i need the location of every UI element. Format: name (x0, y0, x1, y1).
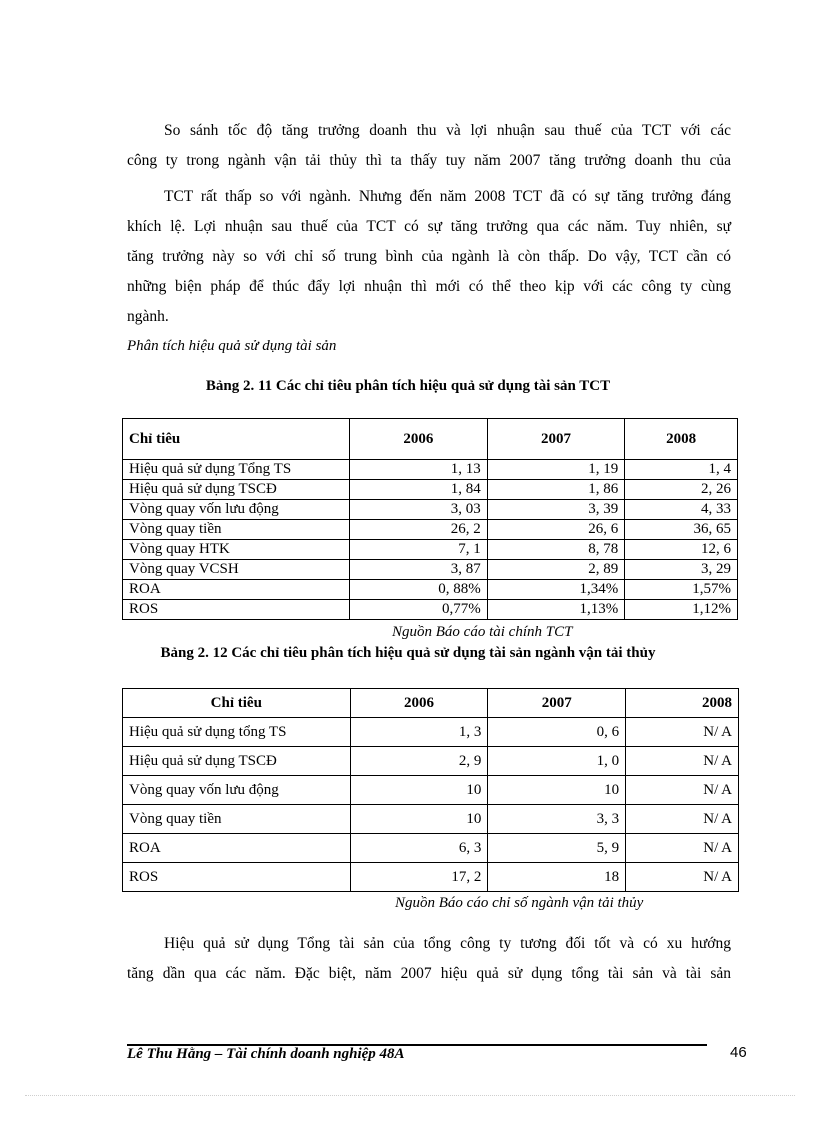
table-row (123, 834, 739, 863)
paragraph-2-line-2: khích lệ. Lợi nhuận sau thuế của TCT có sự tăng trưởng qua các năm. Tuy nhiên, sự (127, 218, 731, 235)
row-label: ROA (123, 834, 351, 863)
table-row (123, 805, 739, 834)
cell-value: 10 (350, 776, 488, 805)
row-label: Vòng quay vốn lưu động (123, 500, 350, 520)
table-row (123, 460, 738, 480)
table-row (123, 776, 739, 805)
header-cell: Chỉ tiêu (123, 419, 350, 460)
cell-value: 1, 3 (350, 718, 488, 747)
cell-value: N/ A (626, 834, 739, 863)
paragraph-3 (127, 929, 731, 989)
row-label: ROS (123, 863, 351, 892)
table-2-caption: Bảng 2. 12 Các chỉ tiêu phân tích hiệu quả sử dụng tài sản ngành vận tải thủy (160, 645, 656, 661)
table-header-row (123, 689, 739, 718)
header-cell: 2007 (488, 689, 626, 718)
cell-value: N/ A (626, 718, 739, 747)
table-header-row (123, 419, 738, 460)
cell-value: 1, 13 (350, 460, 488, 480)
cell-value: 17, 2 (350, 863, 488, 892)
table-row (123, 480, 738, 500)
table-1-source: Nguồn Báo cáo tài chính TCT (392, 624, 573, 640)
paragraph-2-line-3: tăng trưởng này so với chỉ số trung bình của ngành là còn thấp. Do vậy, TCT cần có (127, 248, 731, 265)
cell-value: 6, 3 (350, 834, 488, 863)
page-bottom-border (25, 1095, 795, 1096)
section-title: Phân tích hiệu quả sử dụng tài sản (127, 338, 337, 354)
cell-value: 1, 4 (625, 460, 738, 480)
header-cell: 2007 (487, 419, 625, 460)
cell-value: 1, 86 (487, 480, 625, 500)
paragraph-2-line-1: TCT rất thấp so với ngành. Nhưng đến năm 2008 TCT đã có sự tăng trưởng đáng (164, 188, 731, 205)
cell-value: 0,77% (350, 600, 488, 620)
cell-value: 0, 6 (488, 718, 626, 747)
paragraph-2-line-5: ngành. (127, 308, 169, 325)
table-row (123, 747, 739, 776)
cell-value: 1,13% (487, 600, 625, 620)
cell-value: 3, 87 (350, 560, 488, 580)
header-cell: 2008 (626, 689, 739, 718)
cell-value: 7, 1 (350, 540, 488, 560)
table-row (123, 560, 738, 580)
cell-value: 36, 65 (625, 520, 738, 540)
paragraph-3-line-1: Hiệu quả sử dụng Tổng tài sản của tổng công ty tương đối tốt và có xu hướng (164, 935, 731, 952)
paragraph-1-line-2: công ty trong ngành vận tải thủy thì ta thấy tuy năm 2007 tăng trưởng doanh thu của (127, 152, 731, 169)
cell-value: 1,57% (625, 580, 738, 600)
cell-value: 26, 2 (350, 520, 488, 540)
row-label: Vòng quay VCSH (123, 560, 350, 580)
cell-value: 3, 39 (487, 500, 625, 520)
row-label: Vòng quay vốn lưu động (123, 776, 351, 805)
cell-value: 2, 26 (625, 480, 738, 500)
row-label: Hiệu quả sử dụng tổng TS (123, 718, 351, 747)
cell-value: 10 (350, 805, 488, 834)
paragraph-1 (127, 116, 731, 176)
header-cell: 2006 (350, 689, 488, 718)
table-2 (122, 688, 739, 892)
table-1 (122, 418, 738, 620)
header-cell: Chỉ tiêu (123, 689, 351, 718)
cell-value: 2, 9 (350, 747, 488, 776)
cell-value: 26, 6 (487, 520, 625, 540)
cell-value: N/ A (626, 776, 739, 805)
paragraph-3-line-2: tăng dần qua các năm. Đặc biệt, năm 2007 hiệu quả sử dụng tổng tài sản và tài sản (127, 965, 731, 982)
cell-value: 1,34% (487, 580, 625, 600)
table-row (123, 863, 739, 892)
table-1-caption: Bảng 2. 11 Các chỉ tiêu phân tích hiệu quả sử dụng tài sản TCT (205, 378, 611, 394)
row-label: Vòng quay tiền (123, 520, 350, 540)
table-row (123, 520, 738, 540)
cell-value: N/ A (626, 747, 739, 776)
table-row (123, 600, 738, 620)
cell-value: 18 (488, 863, 626, 892)
row-label: ROA (123, 580, 350, 600)
table-row (123, 718, 739, 747)
paragraph-1-line-1: So sánh tốc độ tăng trưởng doanh thu và lợi nhuận sau thuế của TCT với các (164, 122, 731, 139)
row-label: Vòng quay HTK (123, 540, 350, 560)
cell-value: 1,12% (625, 600, 738, 620)
footer-author: Lê Thu Hằng – Tài chính doanh nghiệp 48A (127, 1046, 405, 1062)
page-number: 46 (730, 1044, 747, 1061)
header-cell: 2008 (625, 419, 738, 460)
cell-value: N/ A (626, 805, 739, 834)
table-row (123, 580, 738, 600)
row-label: Hiệu quả sử dụng Tổng TS (123, 460, 350, 480)
cell-value: 0, 88% (350, 580, 488, 600)
cell-value: 3, 03 (350, 500, 488, 520)
cell-value: 1, 0 (488, 747, 626, 776)
cell-value: 5, 9 (488, 834, 626, 863)
paragraph-2 (127, 182, 731, 332)
header-cell: 2006 (350, 419, 488, 460)
cell-value: 3, 3 (488, 805, 626, 834)
cell-value: N/ A (626, 863, 739, 892)
row-label: ROS (123, 600, 350, 620)
cell-value: 1, 84 (350, 480, 488, 500)
row-label: Hiệu quả sử dụng TSCĐ (123, 480, 350, 500)
cell-value: 2, 89 (487, 560, 625, 580)
row-label: Hiệu quả sử dụng TSCĐ (123, 747, 351, 776)
cell-value: 3, 29 (625, 560, 738, 580)
table-row (123, 500, 738, 520)
cell-value: 8, 78 (487, 540, 625, 560)
cell-value: 10 (488, 776, 626, 805)
paragraph-2-line-4: những biện pháp để thúc đẩy lợi nhuận thì mới có thể theo kịp với các công ty cùng (127, 278, 731, 295)
cell-value: 1, 19 (487, 460, 625, 480)
cell-value: 4, 33 (625, 500, 738, 520)
cell-value: 12, 6 (625, 540, 738, 560)
table-row (123, 540, 738, 560)
table-2-source: Nguồn Báo cáo chỉ số ngành vận tải thủy (395, 895, 644, 911)
row-label: Vòng quay tiền (123, 805, 351, 834)
